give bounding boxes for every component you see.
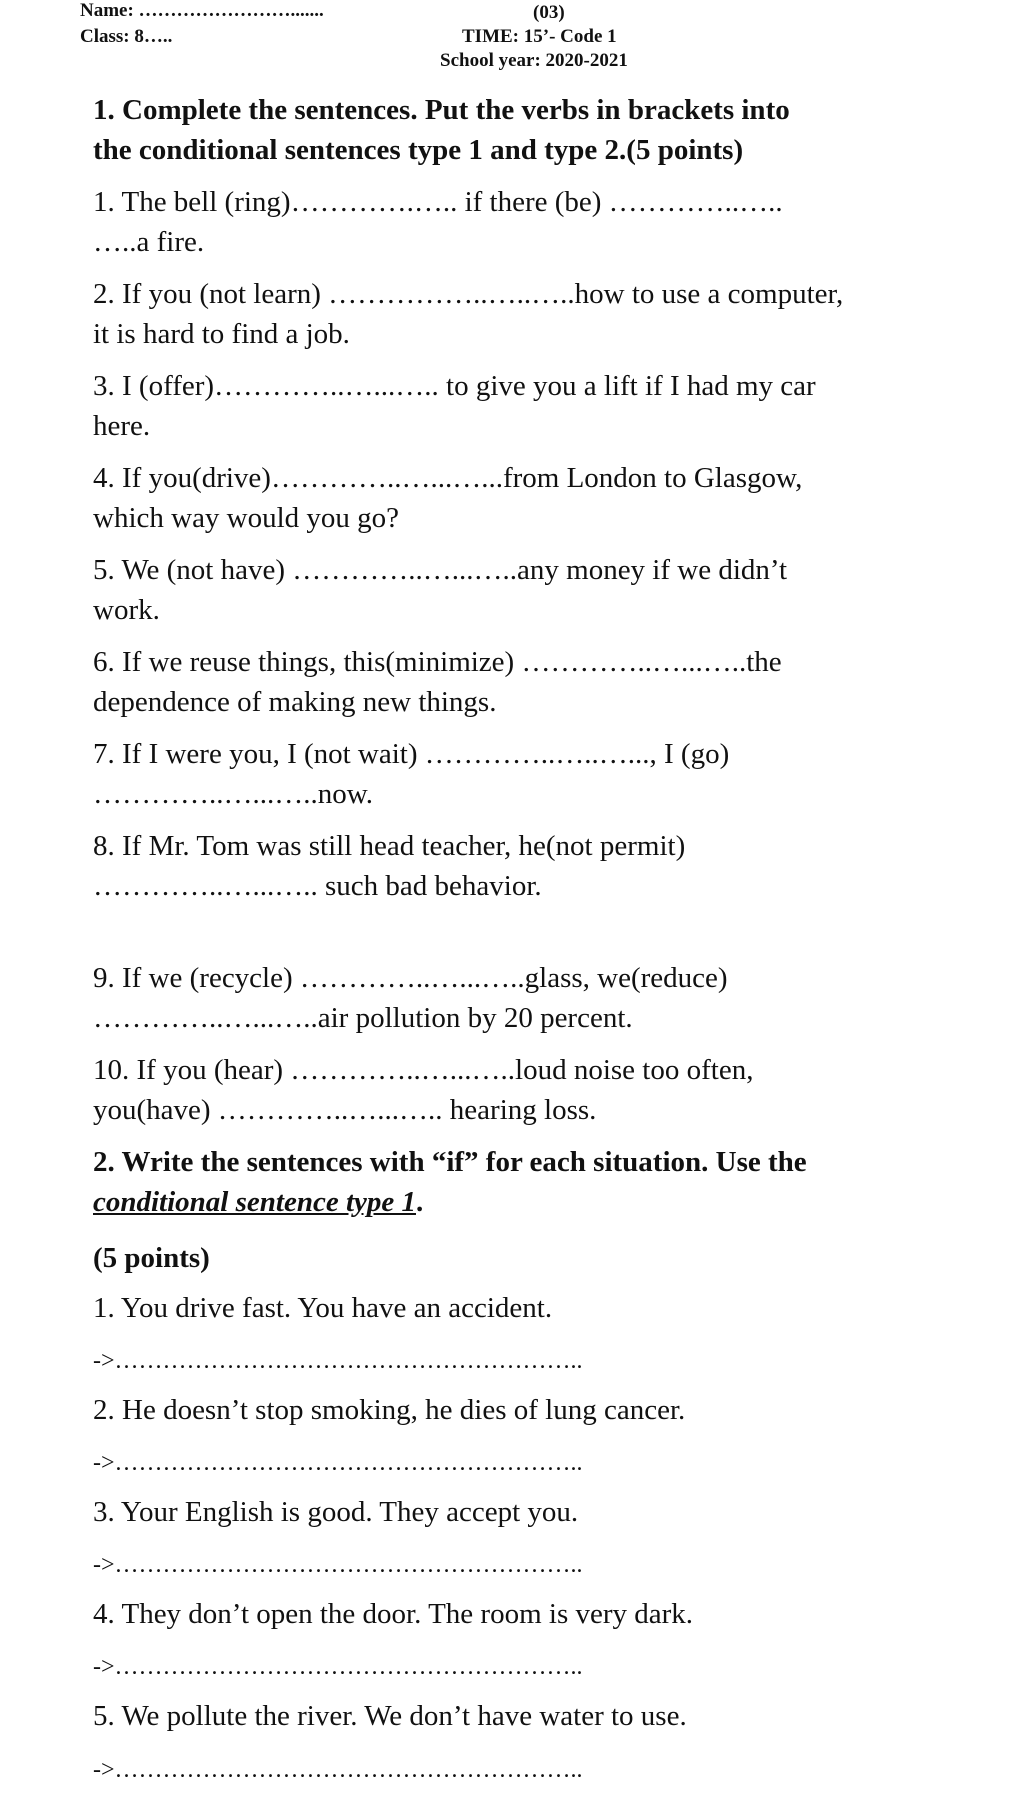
exercise-line: …………..…...…..now. (93, 778, 374, 810)
exercise-line: 7. If I were you, I (not wait) …………..…..…..., I (go) (93, 738, 730, 770)
exercise-line: you(have) …………..…...….. hearing loss. (93, 1094, 597, 1126)
exercise-line: …………..…...….. such bad behavior. (93, 870, 542, 902)
time-code: TIME: 15’- Code 1 (462, 26, 617, 47)
answer-line: ->………………………………………………….. (93, 1654, 583, 1680)
exercise-line: 6. If we reuse things, this(minimize) …………..…...…..the (93, 646, 782, 678)
school-year: School year: 2020-2021 (440, 50, 628, 71)
part2-title-period: . (416, 1186, 424, 1218)
exercise-line: 2. If you (not learn) ……………..…..…..how to use a computer, (93, 278, 844, 310)
exercise-line: 3. I (offer)…………..…...….. to give you a lift if I had my car (93, 370, 816, 402)
exercise-line: 9. If we (recycle) …………..…...…..glass, we(reduce) (93, 962, 728, 994)
exercise-line: work. (93, 594, 160, 626)
answer-line: ->………………………………………………….. (93, 1757, 583, 1783)
exercise-line: …..a fire. (93, 226, 205, 258)
part1-title: 1. Complete the sentences. Put the verbs in brackets into (93, 94, 790, 126)
exercise-line: 4. If you(drive)…………..…...…...from London to Glasgow, (93, 462, 803, 494)
answer-line: ->………………………………………………….. (93, 1450, 583, 1476)
answer-line: ->………………………………………………….. (93, 1348, 583, 1374)
exercise-line: 1. The bell (ring)………….….. if there (be) …………..….. (93, 186, 783, 218)
exercise-line: 5. We (not have) …………..…...…..any money if we didn’t (93, 554, 788, 586)
exercise-line: which way would you go? (93, 502, 400, 534)
exercise-line: 8. If Mr. Tom was still head teacher, he(not permit) (93, 830, 686, 862)
part1-title: the conditional sentences type 1 and type 2.(5 points) (93, 134, 744, 166)
situation-line: 5. We pollute the river. We don’t have water to use. (93, 1700, 687, 1732)
class-field: Class: 8….. (80, 26, 173, 47)
part2-points: (5 points) (93, 1242, 210, 1274)
name-field: Name: ……………………....... (80, 0, 324, 21)
part2-title (93, 1184, 423, 1220)
exercise-line: it is hard to find a job. (93, 318, 350, 350)
exercise-line: here. (93, 410, 151, 442)
exercise-line: …………..…...…..air pollution by 20 percent. (93, 1002, 633, 1034)
situation-line: 3. Your English is good. They accept you. (93, 1496, 579, 1528)
test-number: (03) (533, 2, 565, 23)
part2-title: 2. Write the sentences with “if” for each situation. Use the (93, 1146, 807, 1178)
exercise-line: 10. If you (hear) …………..…...…..loud noise too often, (93, 1054, 754, 1086)
situation-line: 4. They don’t open the door. The room is very dark. (93, 1598, 694, 1630)
part2-title-underlined: conditional sentence type 1 (93, 1186, 416, 1218)
situation-line: 1. You drive fast. You have an accident. (93, 1292, 553, 1324)
answer-line: ->………………………………………………….. (93, 1552, 583, 1578)
exercise-line: dependence of making new things. (93, 686, 497, 718)
situation-line: 2. He doesn’t stop smoking, he dies of lung cancer. (93, 1394, 686, 1426)
